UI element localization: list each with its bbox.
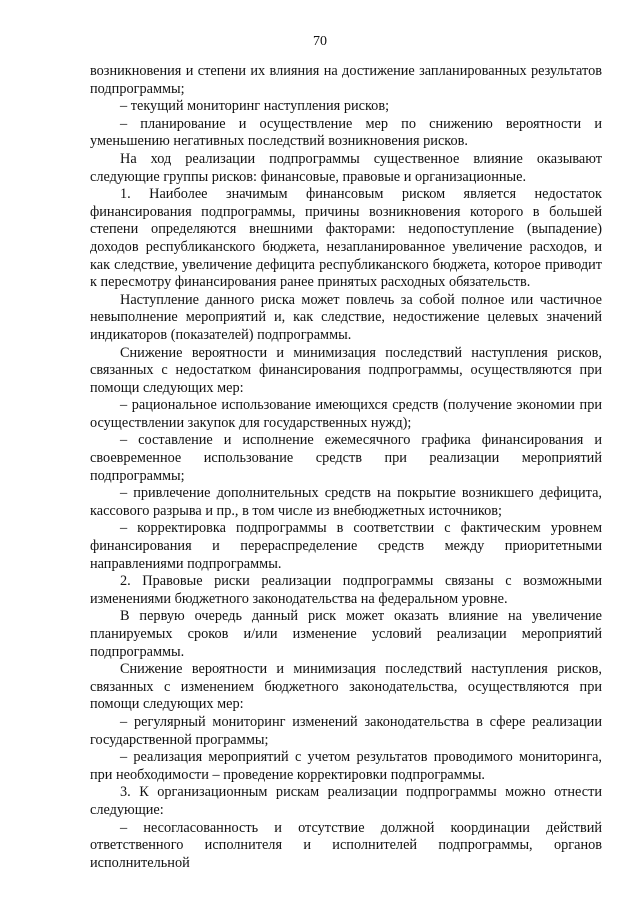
paragraph: 3. К организационным рискам реализации подпрограммы можно отнести следующие: (90, 784, 602, 818)
list-item: – регулярный мониторинг изменений законодательства в сфере реализации государственной программы; (90, 713, 602, 748)
list-item: – рациональное использование имеющихся средств (получение экономии при осуществлении закупок для государственных нужд); (90, 397, 602, 431)
page-number: 70 (313, 34, 327, 49)
paragraph: 2. Правовые риски реализации подпрограммы связаны с возможными изменениями бюджетного законодательства на федеральном уровне. (90, 573, 602, 607)
paragraph: возникновения и степени их влияния на достижение запланированных результатов подпрограммы; (90, 63, 602, 97)
paragraph: В первую очередь данный риск может оказать влияние на увеличение планируемых сроков и/или изменение условий реализации мероприятий подпрограммы. (90, 608, 602, 660)
list-item: – несогласованность и отсутствие должной координации действий ответственного исполнителя и исполнителей подпрограммы, органов исполнительной (90, 819, 602, 871)
paragraph: 1. Наиболее значимым финансовым риском является недостаток финансирования подпрограммы, причины возникновения которого в большей степени определяются внешними факторами: недопоступление (выпадение) доходов республиканского бюджета, незапланированное увеличение расходов, и как следствие, увеличение дефицита республиканского бюджета, которое приводит к пересмотру финансирования ранее принятых расходных обязательств. (90, 186, 602, 291)
list-item: – реализация мероприятий с учетом результатов проводимого мониторинга, при необходимости – проведение корректировки подпрограммы. (90, 749, 602, 783)
document-body (90, 63, 602, 872)
paragraph: На ход реализации подпрограммы существенное влияние оказывают следующие группы рисков: финансовые, правовые и организационные. (90, 150, 602, 185)
list-item: – текущий мониторинг наступления рисков; (120, 98, 390, 115)
paragraph: Снижение вероятности и минимизация последствий наступления рисков, связанных с недостатком финансирования подпрограммы, осуществляются при помощи следующих мер: (90, 344, 602, 396)
list-item: – составление и исполнение ежемесячного графика финансирования и своевременное использование средств при реализации мероприятий подпрограммы; (90, 432, 602, 484)
list-item: – привлечение дополнительных средств на покрытие возникшего дефицита, кассового разрыва и пр., в том числе из внебюджетных источников; (90, 485, 602, 519)
paragraph: Снижение вероятности и минимизация последствий наступления рисков, связанных с изменением бюджетного законодательства, осуществляются при помощи следующих мер: (90, 661, 602, 713)
list-item: – планирование и осуществление мер по снижению вероятности и уменьшению негативных последствий возникновения рисков. (90, 115, 602, 150)
paragraph: Наступление данного риска может повлечь за собой полное или частичное невыполнение мероприятий и, как следствие, недостижение целевых значений индикаторов (показателей) подпрограммы. (90, 291, 602, 343)
list-item: – корректировка подпрограммы в соответствии с фактическим уровнем финансирования и перераспределение средств между приоритетными направлениями подпрограммы. (90, 520, 602, 572)
